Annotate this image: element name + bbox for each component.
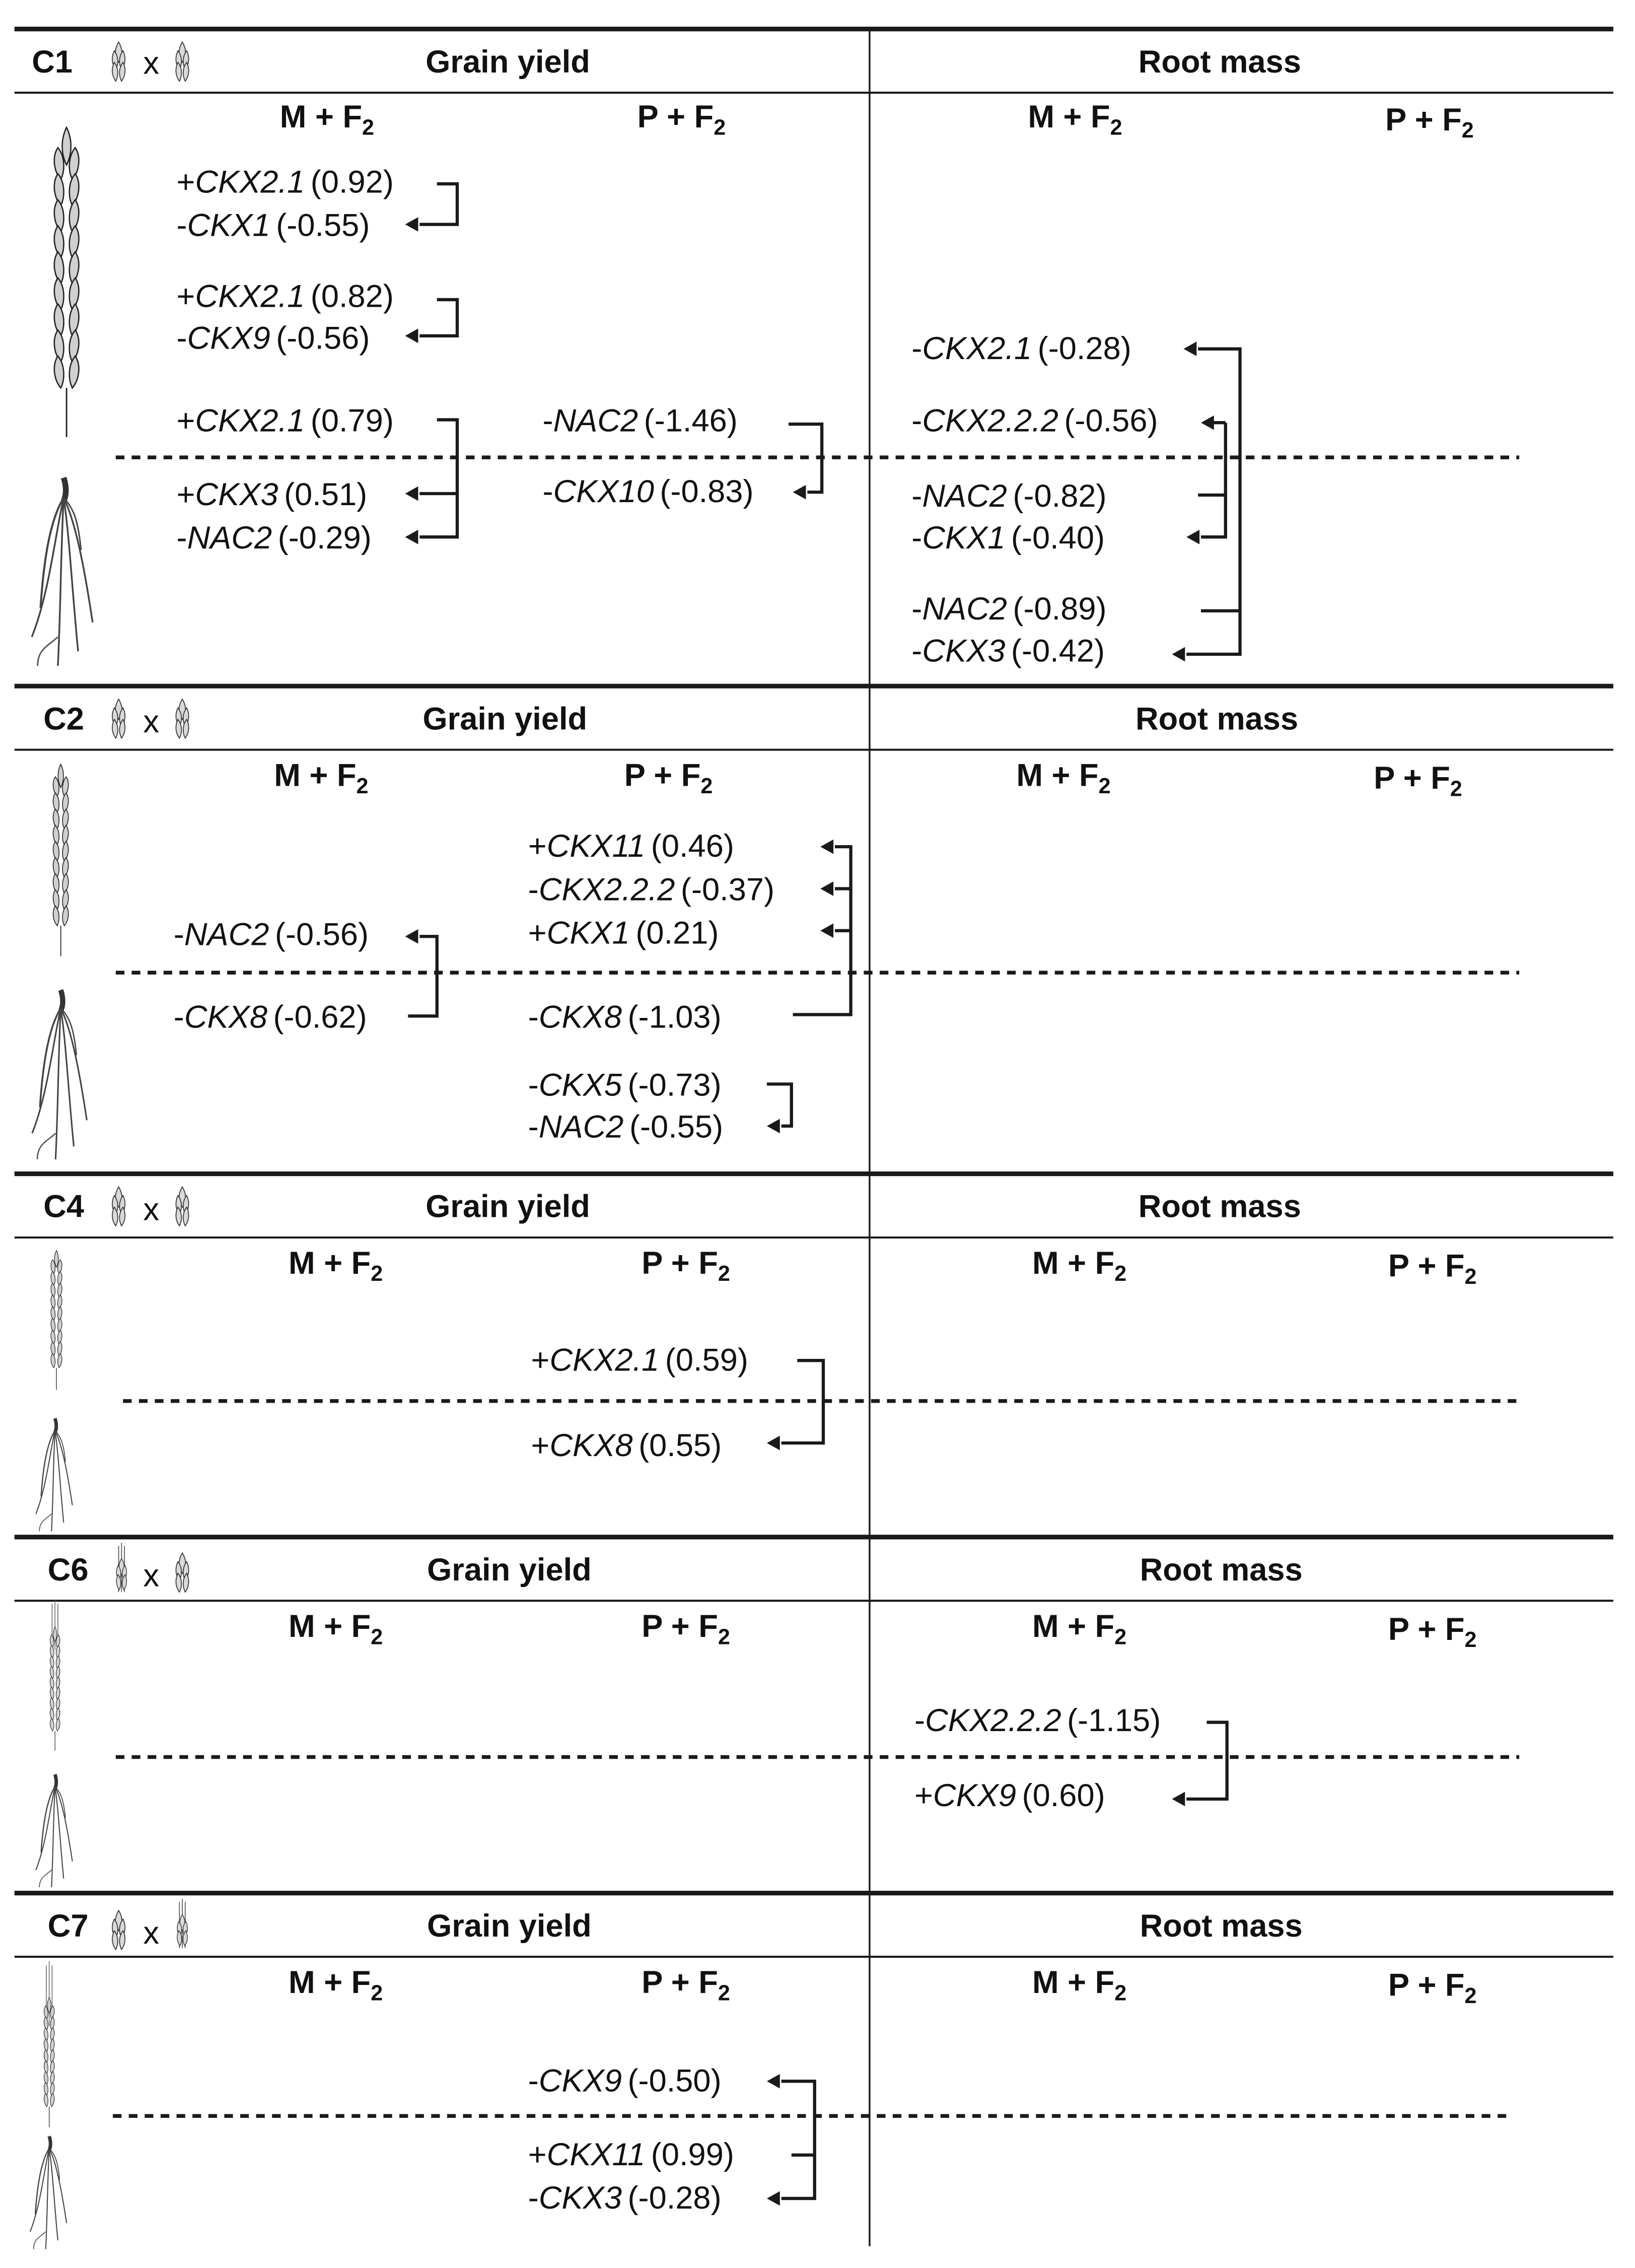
p-f2-heading: $P + F_2$ bbox=[637, 99, 726, 140]
section-c2 bbox=[15, 686, 1613, 1174]
gene-entry: -CKX1 (-0.55) bbox=[176, 208, 370, 243]
gene-entry: -CKX10 (-0.83) bbox=[542, 474, 754, 510]
m-f2-heading: $M + F_2$ bbox=[289, 1609, 383, 1650]
connector-arrow bbox=[405, 184, 457, 544]
m-f2-heading: $M + F_2$ bbox=[1028, 99, 1122, 140]
grain-yield-heading: Grain yield bbox=[425, 1189, 590, 1224]
section-c4 bbox=[15, 1174, 1613, 1537]
m-f2-heading: $M + F_2$ bbox=[279, 99, 375, 140]
wheat-spike-icon bbox=[53, 764, 68, 956]
gene-entry: -CKX2.2.2 (-0.56) bbox=[911, 403, 1158, 439]
connector-arrow bbox=[767, 1360, 823, 1450]
gene-entry: -CKX9 (-0.56) bbox=[176, 320, 370, 356]
cross-symbol: x bbox=[143, 1558, 160, 1594]
m-f2-heading: $M + F_2$ bbox=[289, 1245, 383, 1286]
gene-entry: +CKX8 (0.55) bbox=[531, 1427, 722, 1463]
root-mass-heading: Root mass bbox=[1140, 1552, 1303, 1588]
awned-wheat-spike-icon bbox=[50, 1601, 59, 1751]
cross-symbol: x bbox=[143, 1915, 160, 1951]
root-system-icon bbox=[36, 1774, 72, 1887]
wheat-spike-icon bbox=[112, 1187, 125, 1226]
section-label: C1 bbox=[32, 44, 73, 80]
gene-entry: -CKX2.2.2 (-0.37) bbox=[528, 872, 775, 908]
grain-yield-heading: Grain yield bbox=[427, 1908, 592, 1944]
gene-entry: -CKX2.2.2 (-1.15) bbox=[914, 1702, 1161, 1738]
root-mass-heading: Root mass bbox=[1135, 701, 1299, 737]
gene-entry: -CKX1 (-0.40) bbox=[911, 520, 1105, 556]
section-c6 bbox=[15, 1537, 1613, 1893]
gene-entry: +CKX3 (0.51) bbox=[176, 476, 368, 512]
wheat-spike-icon bbox=[176, 42, 188, 81]
cross-symbol: x bbox=[143, 704, 160, 740]
gene-entry: -CKX5 (-0.73) bbox=[528, 1067, 722, 1103]
root-system-icon bbox=[30, 2136, 66, 2249]
gene-entry: -NAC2 (-0.82) bbox=[911, 478, 1107, 514]
wheat-spike-icon bbox=[176, 699, 188, 738]
p-f2-heading: $P + F_2$ bbox=[642, 1245, 730, 1286]
section-label: C4 bbox=[43, 1189, 85, 1224]
gene-entry: -NAC2 (-0.55) bbox=[528, 1109, 724, 1145]
cross-symbol: x bbox=[143, 45, 160, 81]
m-f2-heading: $M + F_2$ bbox=[1016, 758, 1111, 798]
connector-arrow bbox=[1172, 1723, 1227, 1807]
m-f2-heading: $M + F_2$ bbox=[1032, 1609, 1127, 1650]
grain-yield-heading: Grain yield bbox=[427, 1552, 592, 1588]
gene-entry: +CKX2.1 (0.92) bbox=[176, 164, 394, 200]
section-label: C2 bbox=[43, 701, 85, 737]
connector-arrow bbox=[767, 840, 851, 1133]
gene-entry: -NAC2 (-0.89) bbox=[911, 591, 1107, 627]
m-f2-heading: $M + F_2$ bbox=[274, 758, 369, 798]
p-f2-heading: $P + F_2$ bbox=[642, 1609, 730, 1650]
connector-arrow bbox=[789, 424, 822, 499]
connector-arrow bbox=[767, 2074, 815, 2206]
gene-entry: -NAC2 (-0.29) bbox=[176, 520, 372, 556]
section-c7 bbox=[15, 1893, 1613, 2249]
wheat-spike-icon bbox=[112, 42, 125, 81]
gene-entry: -CKX2.1 (-0.28) bbox=[911, 330, 1131, 366]
gene-entry: -CKX3 (-0.42) bbox=[911, 633, 1105, 669]
cross-symbol: x bbox=[143, 1192, 160, 1227]
gene-entry: +CKX2.1 (0.82) bbox=[176, 279, 394, 314]
root-system-icon bbox=[32, 990, 87, 1159]
wheat-spike-icon bbox=[54, 127, 79, 437]
gene-entry: -CKX9 (-0.50) bbox=[528, 2063, 722, 2099]
wheat-spike-icon bbox=[112, 699, 125, 738]
root-system-icon bbox=[36, 1418, 72, 1531]
p-f2-heading: $P + F_2$ bbox=[624, 758, 713, 798]
section-label: C7 bbox=[47, 1908, 89, 1944]
root-system-icon bbox=[32, 477, 93, 666]
p-f2-heading: $P + F_2$ bbox=[642, 1964, 730, 2006]
section-label: C6 bbox=[47, 1552, 89, 1588]
p-f2-heading: $P + F_2$ bbox=[1388, 1967, 1477, 2009]
gene-entry: +CKX2.1 (0.59) bbox=[531, 1342, 748, 1378]
gene-entry: -NAC2 (-1.46) bbox=[542, 403, 738, 439]
p-f2-heading: $P + F_2$ bbox=[1374, 761, 1462, 801]
root-mass-heading: Root mass bbox=[1138, 44, 1301, 80]
wheat-spike-icon bbox=[176, 1187, 188, 1226]
p-f2-heading: $P + F_2$ bbox=[1385, 102, 1474, 143]
wheat-spike-icon bbox=[51, 1251, 62, 1390]
wheat-spike-icon bbox=[112, 1910, 125, 1950]
connector-arrow bbox=[1172, 341, 1240, 661]
p-f2-heading: $P + F_2$ bbox=[1388, 1248, 1477, 1289]
gene-entry: +CKX11 (0.99) bbox=[528, 2137, 734, 2172]
root-mass-heading: Root mass bbox=[1140, 1908, 1303, 1944]
m-f2-heading: $M + F_2$ bbox=[1032, 1964, 1127, 2006]
grain-yield-heading: Grain yield bbox=[425, 44, 590, 80]
awned-wheat-spike-icon bbox=[116, 1543, 126, 1592]
m-f2-heading: $M + F_2$ bbox=[1032, 1245, 1127, 1286]
gene-entry: -NAC2 (-0.56) bbox=[173, 917, 369, 952]
grain-yield-heading: Grain yield bbox=[422, 701, 588, 737]
gene-entry: +CKX2.1 (0.79) bbox=[176, 403, 394, 439]
awned-wheat-spike-icon bbox=[177, 1899, 187, 1948]
section-c1 bbox=[15, 29, 1613, 686]
gene-entry: -CKX8 (-1.03) bbox=[528, 999, 722, 1035]
root-mass-heading: Root mass bbox=[1138, 1189, 1301, 1224]
wheat-spike-icon bbox=[176, 1553, 188, 1592]
gene-entry: +CKX11 (0.46) bbox=[528, 829, 734, 864]
gene-entry: -CKX3 (-0.28) bbox=[528, 2180, 722, 2216]
awned-wheat-spike-icon bbox=[44, 1961, 54, 2127]
gene-entry: -CKX8 (-0.62) bbox=[173, 999, 367, 1035]
m-f2-heading: $M + F_2$ bbox=[289, 1964, 383, 2006]
gene-entry: +CKX1 (0.21) bbox=[528, 915, 719, 951]
p-f2-heading: $P + F_2$ bbox=[1388, 1611, 1477, 1653]
gene-entry: +CKX9 (0.60) bbox=[914, 1778, 1105, 1814]
gene-list bbox=[177, 164, 394, 556]
